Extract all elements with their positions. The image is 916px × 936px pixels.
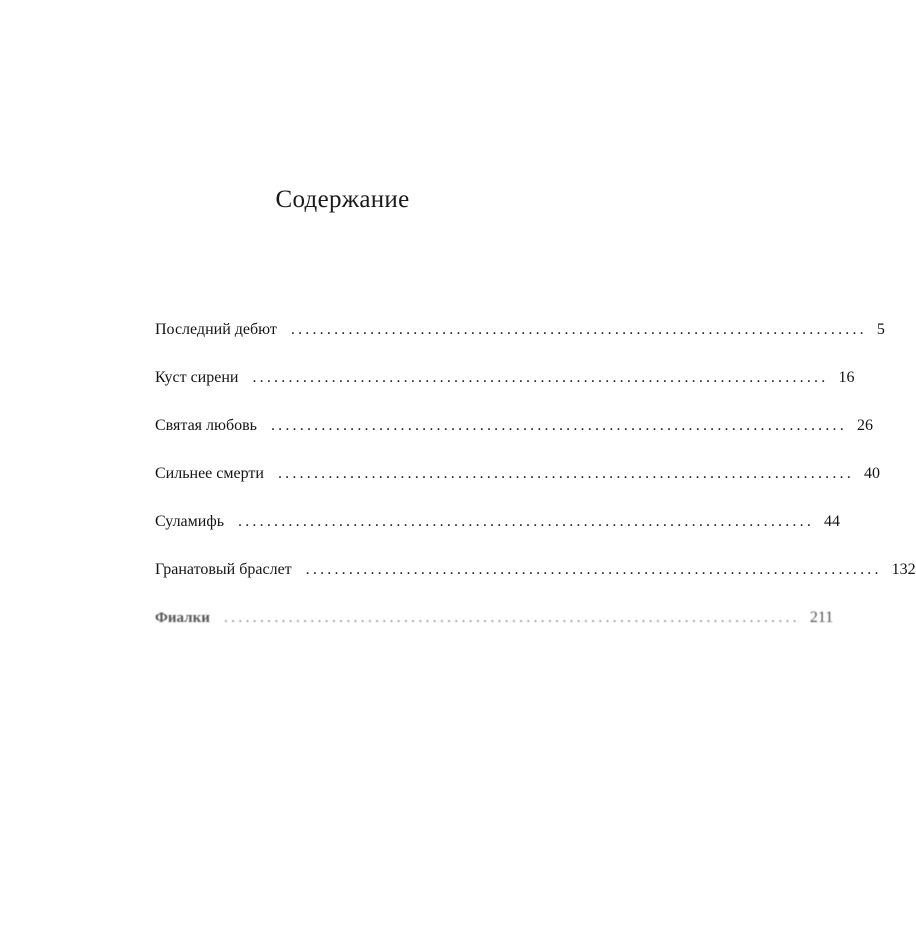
toc-entry-page: 26: [856, 417, 873, 434]
toc-entry-page: 5: [876, 321, 885, 338]
dot-leader: ................................................................................: [270, 417, 847, 434]
toc-entry: [155, 558, 916, 606]
toc-entry-page: 44: [824, 513, 841, 530]
toc-entry-title: Куст сирени: [155, 369, 239, 386]
toc-entry-page: 132: [891, 561, 916, 578]
toc-entry-title: Фиалки: [155, 610, 210, 626]
toc-entry: [155, 510, 841, 558]
toc-entry: [155, 414, 873, 462]
toc-entry-title: Святая любовь: [155, 417, 257, 434]
dot-leader: ................................................................................: [223, 609, 800, 626]
toc-heading: Содержание: [275, 186, 410, 213]
dot-leader: ................................................................................: [277, 465, 854, 482]
toc-entry-title: Суламифь: [155, 513, 225, 530]
toc-entry-title: Последний дебют: [155, 321, 277, 338]
dot-leader: ................................................................................: [290, 321, 867, 338]
toc-entry: [155, 462, 880, 510]
toc-entry: [155, 366, 855, 414]
dot-leader: ................................................................................: [252, 369, 829, 386]
toc-entry-page: 40: [863, 465, 880, 482]
toc-entry-page: 16: [838, 369, 855, 386]
dot-leader: ................................................................................: [238, 513, 815, 530]
toc-entry: [155, 606, 834, 654]
toc-entry-page: 211: [809, 609, 834, 626]
toc-entry-title: Гранатовый браслет: [155, 561, 292, 578]
dot-leader: ................................................................................: [305, 561, 882, 578]
toc-entry-title: Сильнее смерти: [155, 465, 264, 482]
toc-entry: [155, 318, 885, 366]
toc-list: [155, 318, 916, 654]
